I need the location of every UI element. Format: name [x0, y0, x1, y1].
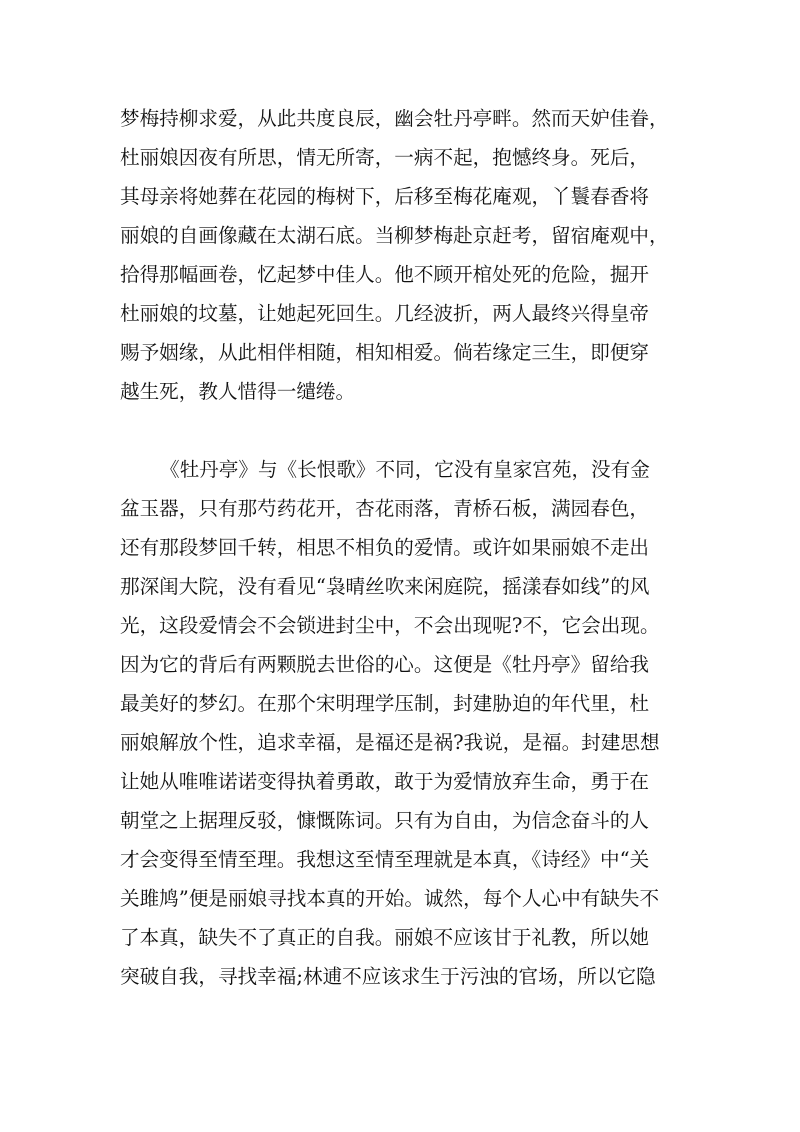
text-line: 赐予姻缘，从此相伴相随，相知相爱。倘若缘定三生，即便穿 — [120, 341, 650, 364]
text-line: 才会变得至情至理。我想这至情至理就是本真，《诗经》中“关 — [120, 848, 650, 871]
text-line: 让她从唯唯诺诺变得执着勇敢，敢于为爱情放弃生命，勇于在 — [120, 770, 650, 793]
text-line-indented: 《牡丹亭》与《长恨歌》不同，它没有皇家宫苑，没有金 — [160, 458, 650, 481]
text-line: 关雎鸠”便是丽娘寻找本真的开始。诚然，每个人心中有缺失不 — [120, 887, 660, 910]
text-line: 杜丽娘因夜有所思，情无所寄，一病不起，抱憾终身。死后， — [120, 146, 650, 169]
text-line: 丽娘的自画像藏在太湖石底。当柳梦梅赴京赶考，留宿庵观中， — [120, 224, 669, 247]
text-line: 光，这段爱情会不会锁进封尘中，不会出现呢?不，它会出现。 — [120, 614, 660, 637]
text-line: 其母亲将她葬在花园的梅树下，后移至梅花庵观，丫鬟春香将 — [120, 185, 650, 208]
text-line: 梦梅持柳求爱，从此共度良辰，幽会牡丹亭畔。然而天妒佳眷， — [120, 107, 669, 130]
document-page — [120, 103, 690, 1000]
paragraph-spacer — [120, 415, 690, 454]
text-line: 越生死，教人惜得一缱绻。 — [120, 380, 356, 403]
text-line: 朝堂之上据理反驳，慷慨陈词。只有为自由，为信念奋斗的人 — [120, 809, 650, 832]
paragraph-1 — [120, 103, 690, 415]
text-line: 丽娘解放个性，追求幸福，是福还是祸?我说，是福。封建思想 — [120, 731, 660, 754]
text-line: 因为它的背后有两颗脱去世俗的心。这便是《牡丹亭》留给我 — [120, 653, 650, 676]
text-line: 最美好的梦幻。在那个宋明理学压制，封建胁迫的年代里，杜 — [120, 692, 650, 715]
text-line: 那深闺大院，没有看见“袅晴丝吹来闲庭院，摇漾春如线”的风 — [120, 575, 650, 598]
text-line: 突破自我，寻找幸福;林逋不应该求生于污浊的官场，所以它隐 — [120, 965, 656, 988]
paragraph-2 — [120, 454, 690, 1000]
text-line: 还有那段梦回千转，相思不相负的爱情。或许如果丽娘不走出 — [120, 536, 650, 559]
text-line: 拾得那幅画卷，忆起梦中佳人。他不顾开棺处死的危险，掘开 — [120, 263, 650, 286]
text-line: 杜丽娘的坟墓，让她起死回生。几经波折，两人最终兴得皇帝 — [120, 302, 650, 325]
text-line: 了本真，缺失不了真正的自我。丽娘不应该甘于礼教，所以她 — [120, 926, 650, 949]
text-line: 盆玉器，只有那芍药花开，杏花雨落，青桥石板，满园春色， — [120, 497, 650, 520]
